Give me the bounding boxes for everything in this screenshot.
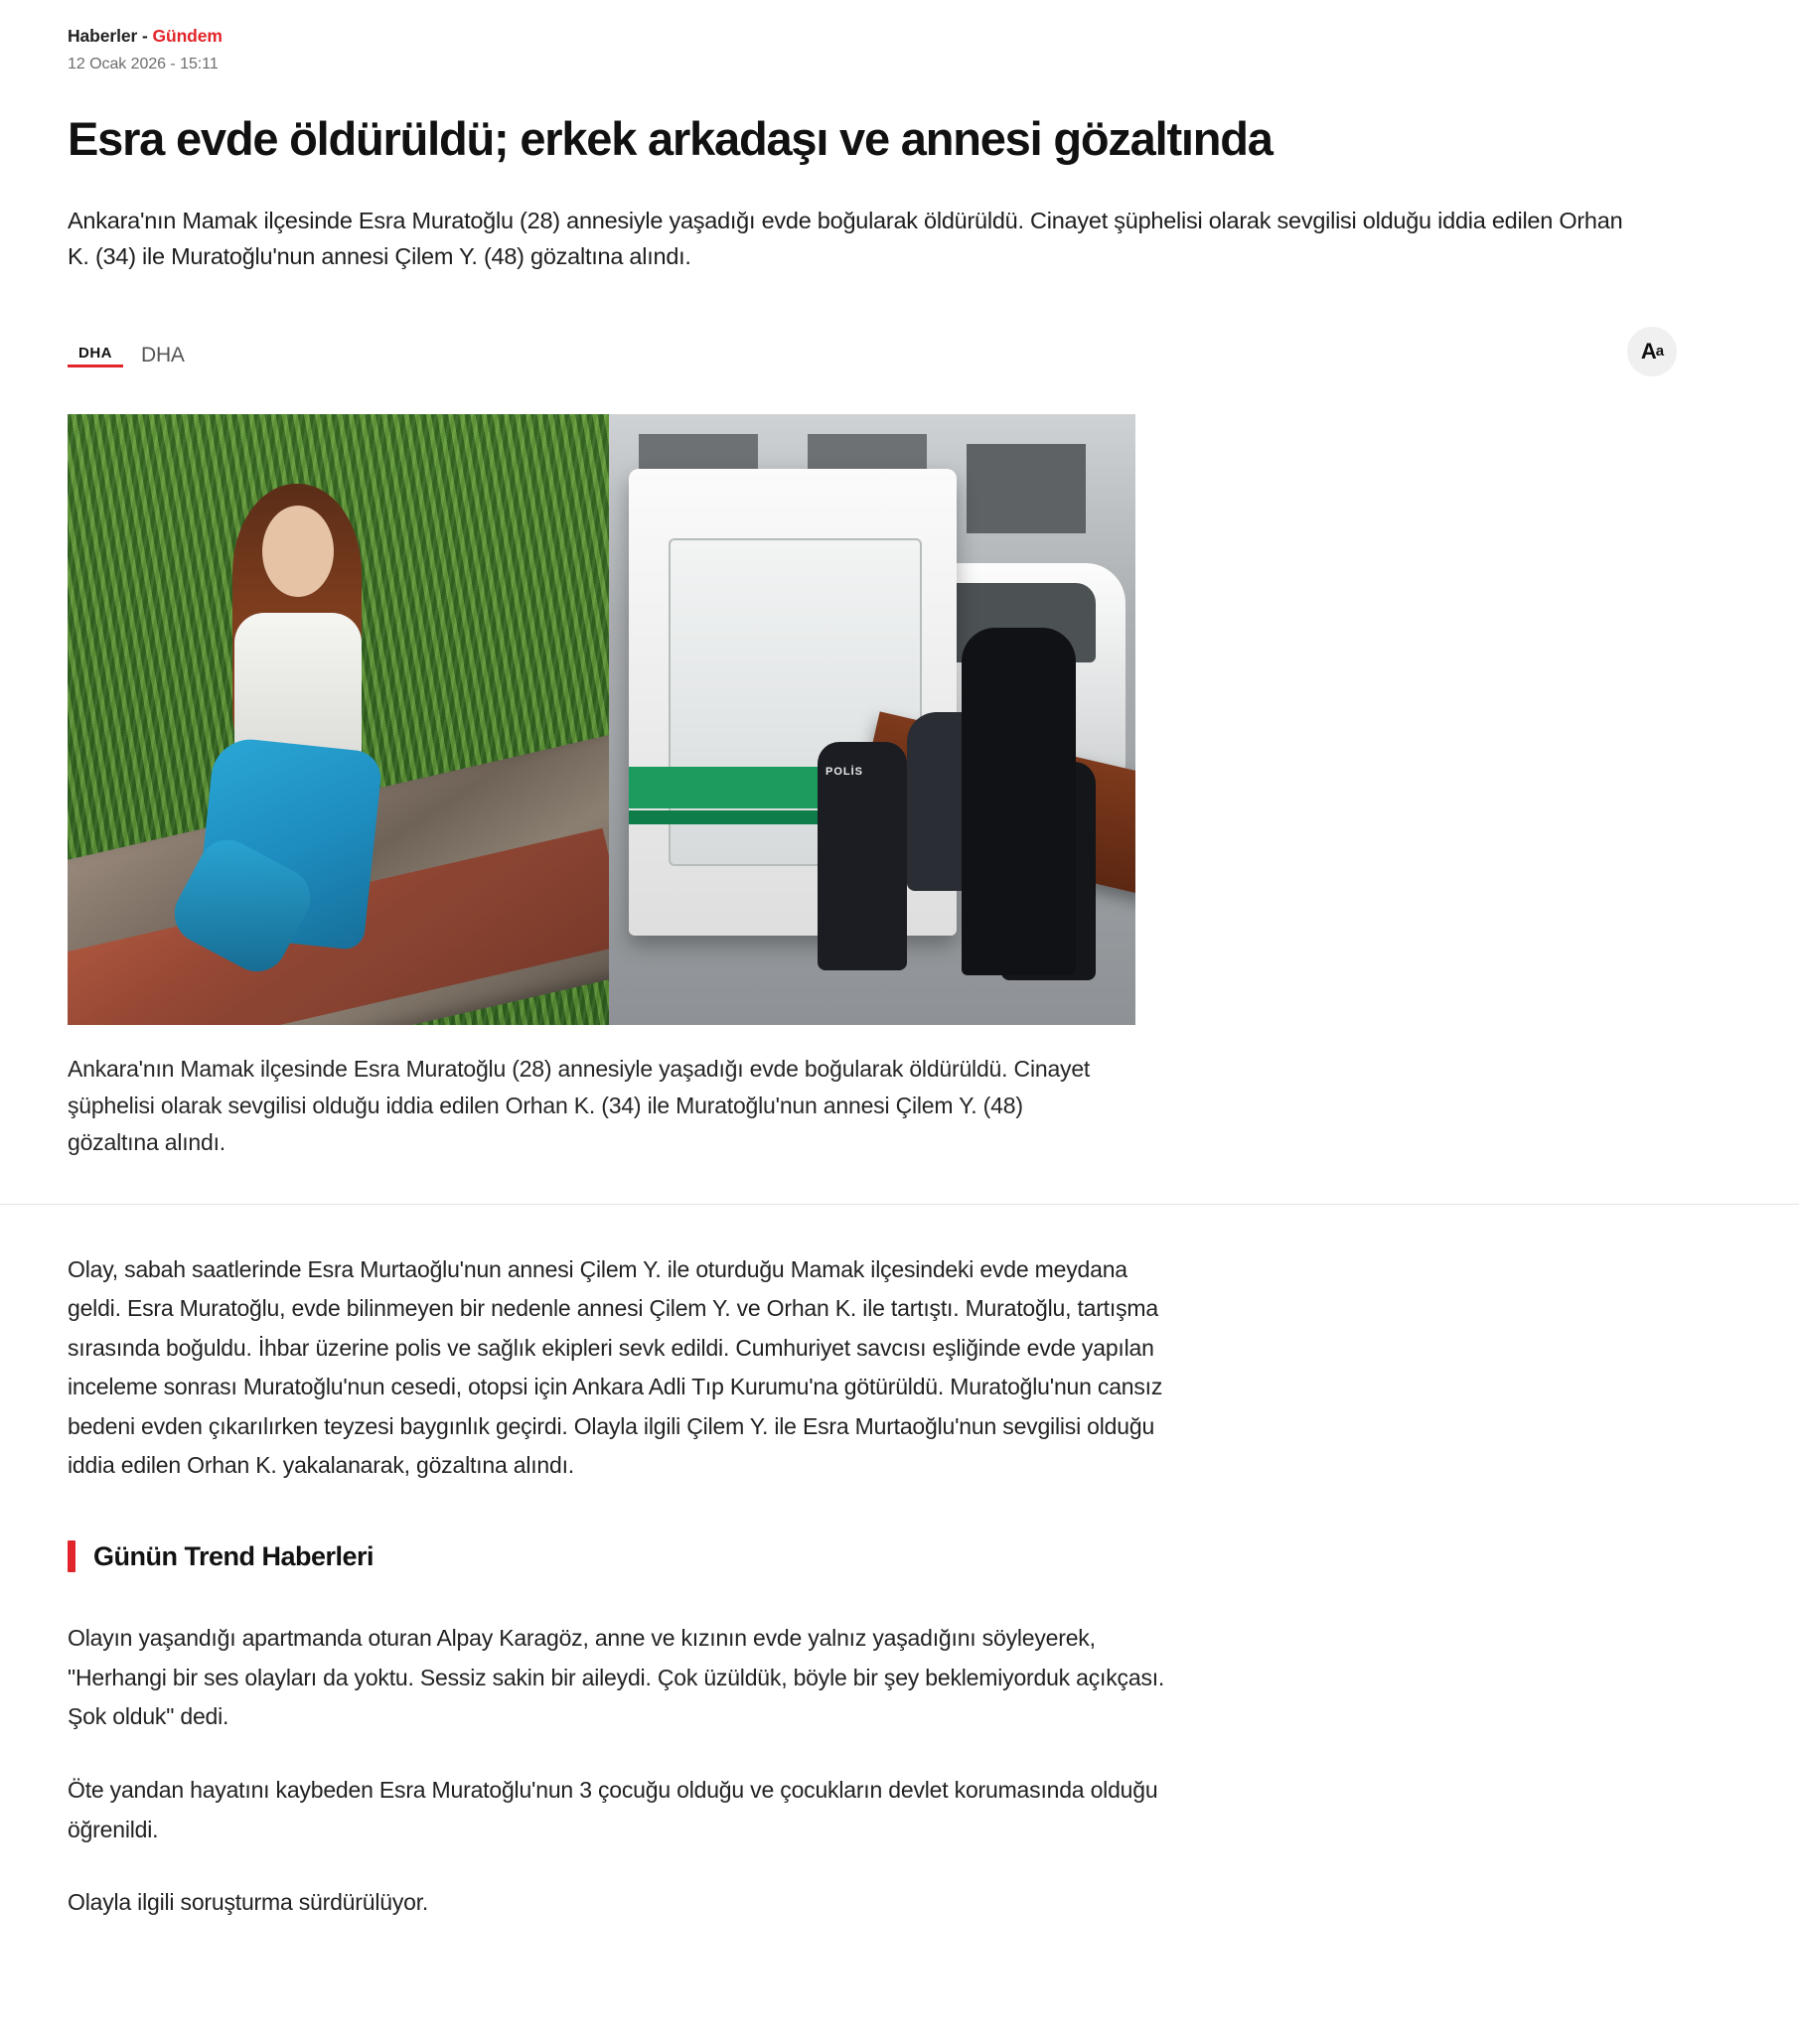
- font-size-button[interactable]: [1627, 327, 1677, 376]
- page-title: Esra evde öldürüldü; erkek arkadaşı ve annesi gözaltında: [68, 112, 1273, 165]
- scene-photo: [609, 414, 1135, 1025]
- breadcrumb-section[interactable]: Haberler: [68, 26, 138, 46]
- breadcrumb-category[interactable]: Gündem: [152, 26, 223, 46]
- face-shape: [262, 506, 334, 597]
- body-paragraph-2: Olayın yaşandığı apartmanda oturan Alpay Karagöz, anne ve kızının evde yalnız yaşadığını söyleyerek, "Herhangi bir ses olayları da yoktu. Sessiz sakin bir aileydi. Çok üzüldük, böyle bir şey beklemiyorduk açıkçası. Şok olduk" dedi.: [68, 1625, 1165, 1730]
- body-paragraph-4: Olayla ilgili soruşturma sürdürülüyor.: [68, 1889, 429, 1916]
- trend-heading-text: Günün Trend Haberleri: [93, 1540, 375, 1571]
- woman-figure: [177, 484, 435, 950]
- police-label-1: POLİS: [825, 765, 864, 778]
- victim-photo: [68, 414, 609, 1025]
- trend-accent-bar: [68, 1540, 75, 1572]
- breadcrumb: [68, 26, 1677, 47]
- breadcrumb-separator: -: [141, 26, 148, 46]
- bystander-figure: [962, 628, 1076, 975]
- image-caption: Ankara'nın Mamak ilçesinde Esra Muratoğlu (28) annesiyle yaşadığı evde boğularak öldürüldü. Cinayet şüphelisi olarak sevgilisi olduğu iddia edilen Orhan K. (34) ile Muratoğlu'nun annesi Çilem Y. (48) gözaltına alındı.: [68, 1055, 1091, 1156]
- body-paragraph-3: Öte yandan hayatını kaybeden Esra Muratoğlu'nun 3 çocuğu olduğu ve çocukların devlet korumasında olduğu öğrenildi.: [68, 1777, 1158, 1842]
- dha-logo-icon: DHA: [68, 344, 123, 367]
- publish-timestamp: 12 Ocak 2026 - 15:11: [68, 56, 219, 73]
- article-summary: Ankara'nın Mamak ilçesinde Esra Muratoğlu (28) annesiyle yaşadığı evde boğularak öldürüldü. Cinayet şüphelisi olarak sevgilisi olduğu iddia edilen Orhan K. (34) ile Muratoğlu'nun annesi Çilem Y. (48) gözaltına alındı.: [68, 208, 1623, 270]
- article-container: [68, 26, 1677, 1923]
- body-paragraph-1: Olay, sabah saatlerinde Esra Murtaoğlu'nun annesi Çilem Y. ile oturduğu Mamak ilçesindeki evde meydana geldi. Esra Muratoğlu, evde bilinmeyen bir nedenle annesi Çilem Y. ve Orhan K. ile tartıştı. Muratoğlu, tartışma sırasında boğuldu. İhbar üzerine polis ve sağlık ekipleri sevk edildi. Cumhuriyet savcısı eşliğinde evde yapılan inceleme sonrası Muratoğlu'nun cesedi, otopsi için Ankara Adli Tıp Kurumu'na götürüldü. Muratoğlu'nun cansız bedeni evden çıkarılırken teyzesi baygınlık geçirdi. Olayla ilgili Çilem Y. ile Esra Murtaoğlu'nun sevgilisi olduğu iddia edilen Orhan K. yakalanarak, gözaltına alındı.: [68, 1255, 1163, 1479]
- article-body: [68, 1250, 1170, 1923]
- trend-heading: [68, 1533, 1170, 1579]
- section-divider: [0, 1204, 1799, 1205]
- lead-image: [68, 414, 1135, 1025]
- font-size-large-letter: A: [1640, 338, 1656, 364]
- police-officer-1: [818, 742, 907, 970]
- source-row: [68, 325, 1677, 386]
- font-size-small-letter: a: [1655, 343, 1664, 361]
- source-name: DHA: [141, 343, 185, 366]
